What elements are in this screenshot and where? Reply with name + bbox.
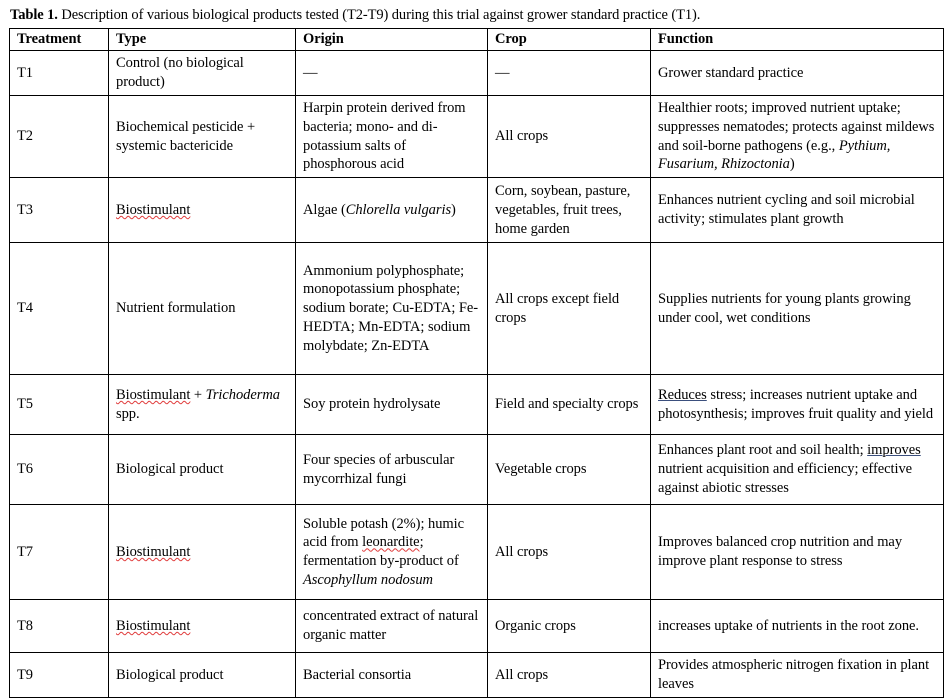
species-names-italic: Pythium, Fusarium, Rhizoctonia — [658, 137, 891, 173]
cell-type: Biological product — [109, 435, 296, 505]
cell-type — [109, 600, 296, 653]
cell-origin: Harpin protein derived from bacteria; mono- and di-potassium salts of phosphorous acid — [296, 95, 488, 177]
cell-treatment: T1 — [10, 51, 109, 96]
species-name-italic: Chlorella vulgaris — [345, 201, 452, 218]
origin-text-lead: Soluble potash (2%); humic acid from — [303, 515, 464, 551]
cell-treatment: T5 — [10, 375, 109, 435]
cell-type: Nutrient formulation — [109, 243, 296, 375]
table-header-row — [10, 29, 944, 51]
spellcheck-flagged-word: leonardite — [362, 534, 420, 551]
cell-type — [109, 375, 296, 435]
spellcheck-flagged-word: Biostimulant — [116, 543, 191, 560]
table-row — [10, 375, 944, 435]
cell-treatment: T4 — [10, 243, 109, 375]
function-text-lead: Enhances plant root and soil health; — [658, 442, 868, 459]
table-row — [10, 435, 944, 505]
column-header-crop: Crop — [488, 29, 651, 51]
cell-function: Supplies nutrients for young plants growing under cool, wet conditions — [651, 243, 944, 375]
function-text-tail: ) — [789, 156, 795, 173]
cell-crop: All crops — [488, 505, 651, 600]
cell-function: Improves balanced crop nutrition and may improve plant response to stress — [651, 505, 944, 600]
origin-text-lead: Algae ( — [303, 201, 346, 218]
function-text-tail: nutrient acquisition and efficiency; effective against abiotic stresses — [658, 461, 913, 497]
genus-name-italic: Trichoderma — [205, 386, 280, 403]
cell-origin: concentrated extract of natural organic matter — [296, 600, 488, 653]
cell-type — [109, 505, 296, 600]
cell-function — [651, 95, 944, 177]
cell-type: Control (no biological product) — [109, 51, 296, 96]
cell-function: increases uptake of nutrients in the root zone. — [651, 600, 944, 653]
cell-type: Biochemical pesticide + systemic bactericide — [109, 95, 296, 177]
cell-origin: Bacterial consortia — [296, 653, 488, 698]
cell-type — [109, 178, 296, 243]
table-row — [10, 95, 944, 177]
cell-treatment: T2 — [10, 95, 109, 177]
cell-treatment: T9 — [10, 653, 109, 698]
cell-treatment: T3 — [10, 178, 109, 243]
table-row — [10, 178, 944, 243]
type-plus-separator: + — [190, 386, 206, 403]
table-row — [10, 600, 944, 653]
column-header-type: Type — [109, 29, 296, 51]
treatments-table — [9, 28, 944, 698]
cell-function: Enhances nutrient cycling and soil microbial activity; stimulates plant growth — [651, 178, 944, 243]
cell-origin: — — [296, 51, 488, 96]
column-header-function: Function — [651, 29, 944, 51]
cell-function: Provides atmospheric nitrogen fixation in plant leaves — [651, 653, 944, 698]
cell-origin: Ammonium polyphosphate; monopotassium phosphate; sodium borate; Cu-EDTA; Fe-HEDTA; Mn-EDTA; sodium molybdate; Zn-EDTA — [296, 243, 488, 375]
cell-origin — [296, 178, 488, 243]
cell-treatment: T8 — [10, 600, 109, 653]
spellcheck-flagged-word: Biostimulant — [116, 617, 191, 634]
cell-function — [651, 435, 944, 505]
cell-type: Biological product — [109, 653, 296, 698]
cell-origin: Soy protein hydrolysate — [296, 375, 488, 435]
spellcheck-flagged-word: Biostimulant — [116, 201, 191, 218]
cell-treatment: T6 — [10, 435, 109, 505]
cell-crop: Field and specialty crops — [488, 375, 651, 435]
cell-crop: Organic crops — [488, 600, 651, 653]
origin-text-tail: ) — [451, 201, 456, 218]
cell-crop: Vegetable crops — [488, 435, 651, 505]
column-header-treatment: Treatment — [10, 29, 109, 51]
cell-function: Grower standard practice — [651, 51, 944, 96]
cell-crop: Corn, soybean, pasture, vegetables, fruit trees, home garden — [488, 178, 651, 243]
cell-origin: Four species of arbuscular mycorrhizal fungi — [296, 435, 488, 505]
type-text-tail: spp. — [116, 405, 140, 422]
spellcheck-flagged-word: Biostimulant — [116, 386, 191, 403]
species-name-italic: Ascophyllum nodosum — [303, 572, 433, 589]
grammarcheck-flagged-word: improves — [867, 442, 921, 459]
cell-crop: All crops — [488, 95, 651, 177]
table-caption — [10, 6, 941, 24]
function-text-tail: stress; increases nutrient uptake and photosynthesis; improves fruit quality and yield — [658, 386, 934, 422]
table-caption-text: Description of various biological products tested (T2-T9) during this trial against grower standard practice (T1). — [57, 7, 701, 23]
cell-crop: All crops — [488, 653, 651, 698]
function-text-lead: Healthier roots; improved nutrient uptake; suppresses nematodes; protects against mildews and soil-borne pathogens (e.g., — [658, 99, 935, 154]
cell-crop: All crops except field crops — [488, 243, 651, 375]
cell-treatment: T7 — [10, 505, 109, 600]
table-caption-label: Table 1. — [10, 7, 58, 23]
table-row — [10, 653, 944, 698]
table-row — [10, 51, 944, 96]
grammarcheck-flagged-word: Reduces — [658, 386, 707, 403]
cell-crop: — — [488, 51, 651, 96]
table-row — [10, 243, 944, 375]
cell-function — [651, 375, 944, 435]
cell-origin — [296, 505, 488, 600]
column-header-origin: Origin — [296, 29, 488, 51]
table-row — [10, 505, 944, 600]
origin-text-mid: ; fermentation by-product of — [303, 534, 459, 570]
